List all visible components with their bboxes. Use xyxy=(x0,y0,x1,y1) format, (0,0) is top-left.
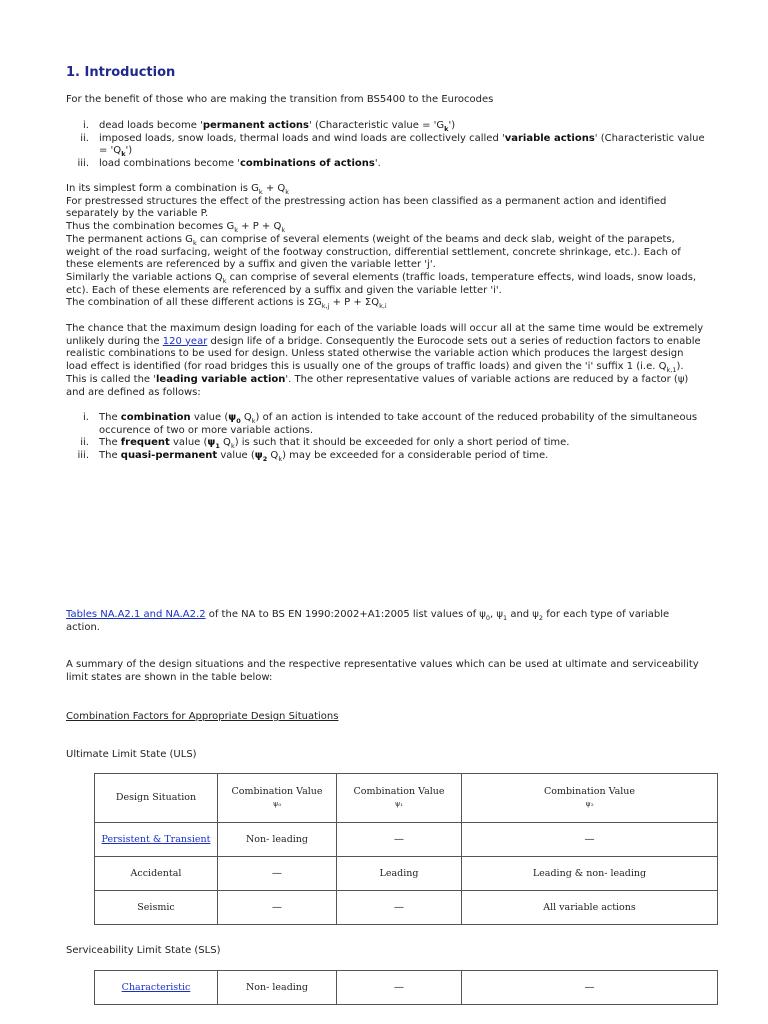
table-cell: Leading & non- leading xyxy=(462,857,718,891)
table-cell: — xyxy=(337,971,462,1005)
table-cell: — xyxy=(337,891,462,925)
table-row xyxy=(95,774,718,823)
table-header: Combination Value ψ₀ xyxy=(218,774,337,823)
tables-reference-paragraph: Tables NA.A2.1 and NA.A2.2 of the NA to BS EN 1990:2002+A1:2005 list values of $\psi_0$, $\psi_1$ and $\psi_2$ for each type of variable action. xyxy=(66,609,670,633)
section-heading: 1. Introduction xyxy=(66,65,176,80)
list-item: ii. imposed loads, snow loads, thermal loads and wind loads are collectively called 'variable actions' (Characteristic value = '$Q_k$') xyxy=(80,132,705,159)
table-cell: — xyxy=(337,823,462,857)
table-cell: — xyxy=(218,857,337,891)
table-row xyxy=(95,857,718,891)
list-item: iii. load combinations become 'combinations of actions'. xyxy=(77,158,381,170)
table-cell: — xyxy=(218,891,337,925)
table-header: Combination Value ψ₁ xyxy=(337,774,462,823)
list-item: iii. The quasi-permanent value ($\psi_2$ $Q_k$) may be exceeded for a considerable period of time. xyxy=(77,450,549,464)
intro-paragraph xyxy=(66,94,706,107)
table-row xyxy=(95,971,718,1005)
table-cell xyxy=(95,823,218,857)
table-row xyxy=(95,823,718,857)
table-cell: All variable actions xyxy=(462,891,718,925)
table-cell: Seismic xyxy=(95,891,218,925)
table-header: Combination Value ψ₂ xyxy=(462,774,718,823)
table-cell: Accidental xyxy=(95,857,218,891)
intro-text: For the benefit of those who are making the transition from BS5400 to the Eurocodes xyxy=(66,94,494,105)
combination-paragraph: In its simplest form a combination is $G_k + Q_k$ For prestressed structures the effect of the prestressing action has been classified as a permanent action and identified separately by the variable P. Thus the combination becomes $G_k + P + Q_k$ The permanent actions $G_k$ can comprise of several elements (weight of the beams and deck slab, weight of the parapets, weight of the road surfacing, weight of the footway construction, differential settlement, concrete shrinkage, etc.). Each of these elements are referenced by a suffix and given the variable letter 'j'. Similarly the variable actions $Q_k$ can comprise of several elements (traffic loads, temperature effects, wind loads, snow loads, etc). Each of these elements are referenced by a suffix and given the variable letter 'i'. The combination of all these different actions is $\Sigma G_{k,j} + P + \Sigma Q_{k,i}$ xyxy=(66,183,697,311)
table-cell: Leading xyxy=(337,857,462,891)
sls-table xyxy=(94,970,718,1005)
list-item: i. dead loads become 'permanent actions' (Characteristic value = '$G_k$') xyxy=(83,120,456,133)
characteristic-link[interactable]: Characteristic xyxy=(121,981,191,993)
tables-na-link[interactable]: Tables NA.A2.1 and NA.A2.2 xyxy=(66,609,206,620)
table-cell: Non- leading xyxy=(218,971,337,1005)
uls-table xyxy=(94,773,718,925)
list-item: i. The combination value ($\psi_0$ $Q_k$) of an action is intended to take account of the reduced probability of the simultaneous occurence of two or more variable actions. xyxy=(83,412,698,436)
table-cell: — xyxy=(462,971,718,1005)
persistent-transient-link[interactable]: Persistent & Transient xyxy=(101,833,211,845)
table-caption: Combination Factors for Appropriate Design Situations xyxy=(66,711,339,722)
sls-label: Serviceability Limit State (SLS) xyxy=(66,945,221,956)
psi-factors-list xyxy=(66,412,706,463)
reduction-factor-paragraph: The chance that the maximum design loading for each of the variable loads will occur all at the same time would be extremely unlikely during the 120 year design life of a bridge. Consequently the Eurocode sets out a series of reduction factors to enable realistic combinations to be used for design. Unless stated otherwise the variable action which produces the largest design load effect is identified (for road bridges this is usually one of the groups of traffic loads) and given the 'i' suffix 1 (i.e. $Q_{k,1}$). This is called the 'leading variable action'. The other representative values of variable actions are reduced by a factor (ψ) and are defined as follows: xyxy=(66,323,704,398)
summary-paragraph: A summary of the design situations and the respective representative values which can be used at ultimate and serviceability limit states are shown in the table below: xyxy=(66,659,699,683)
table-cell: Non- leading xyxy=(218,823,337,857)
table-cell: — xyxy=(462,823,718,857)
table-row xyxy=(95,891,718,925)
uls-label: Ultimate Limit State (ULS) xyxy=(66,749,197,760)
list-item: ii. The frequent value ($\psi_1$ $Q_k$) is such that it should be exceeded for only a short period of time. xyxy=(80,437,570,451)
table-cell xyxy=(95,971,218,1005)
design-life-link[interactable]: 120 year xyxy=(162,335,208,347)
terminology-list xyxy=(66,120,706,171)
table-header: Design Situation xyxy=(95,774,218,823)
